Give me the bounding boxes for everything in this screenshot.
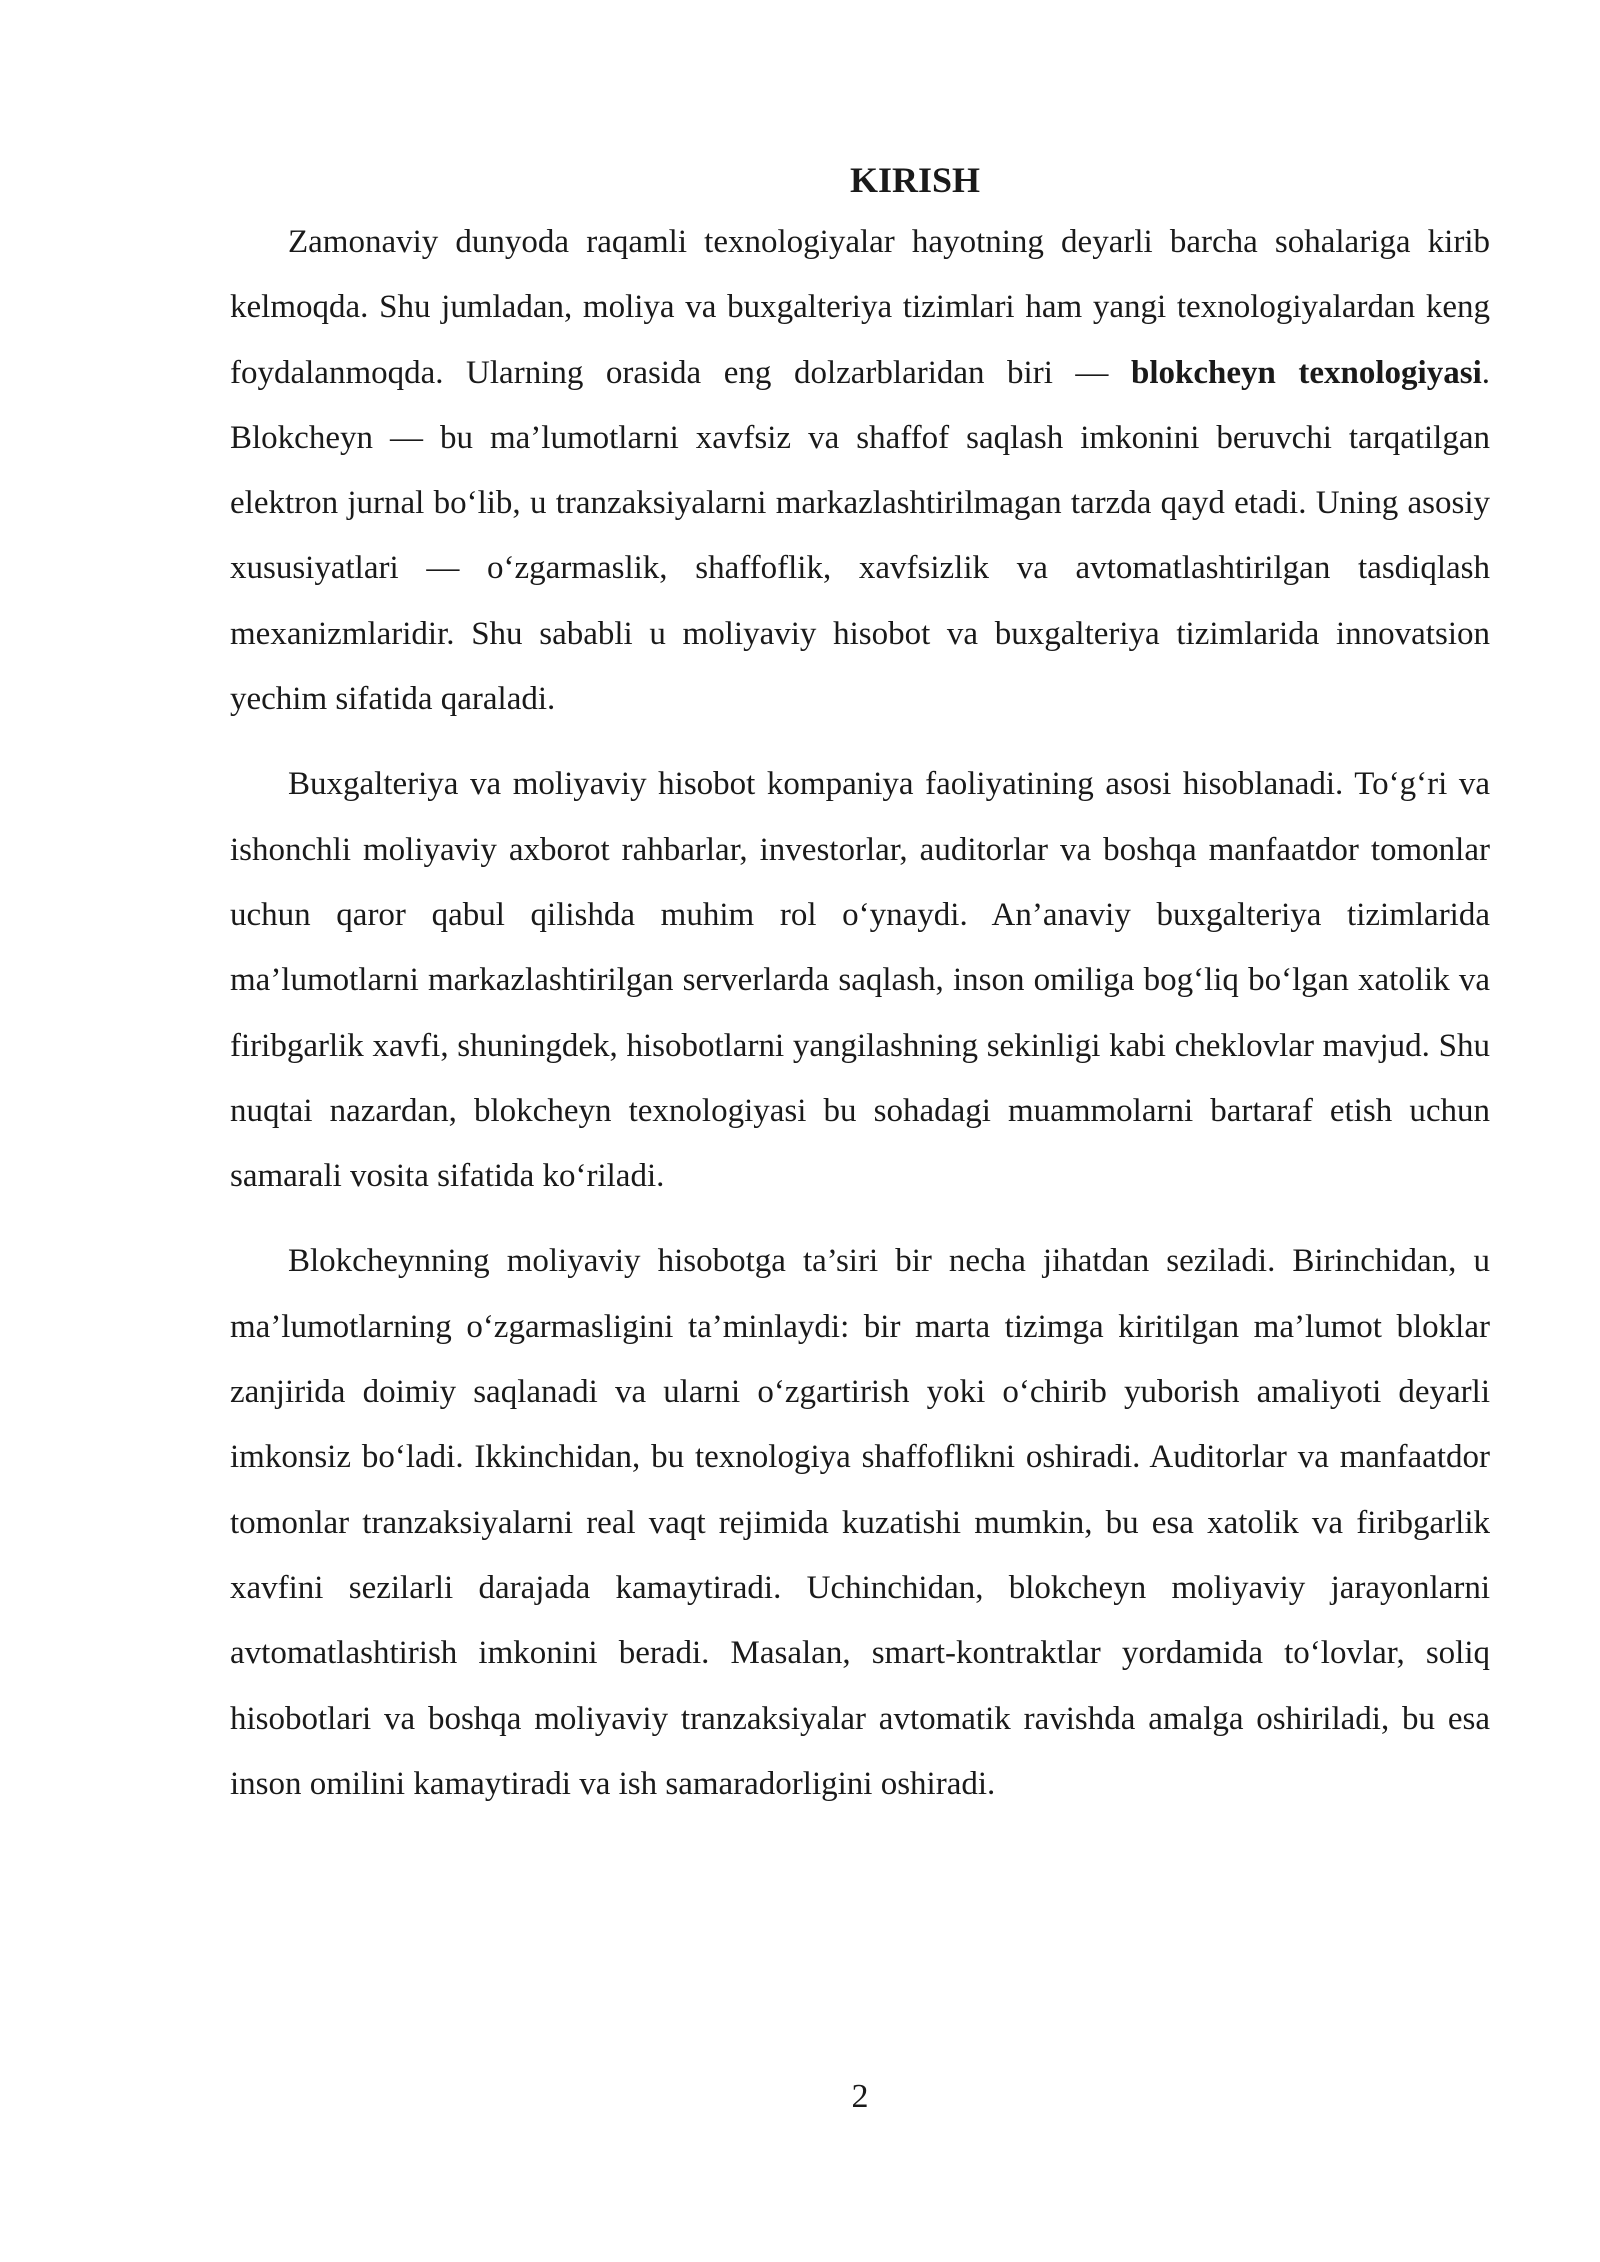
paragraph-intro-text-2: . Blokcheyn — bu ma’lumotlarni xavfsiz va shaffof saqlash imkonini beruvchi tarqatilgan elektron jurnal bo‘lib, u tranzaksiyalarni markazlashtirilmagan tarzda qayd etadi. Uning asosiy xususiyatlari — o‘zgarmaslik, shaffoflik, xavfsizlik va avtomatlashtirilgan tasdiqlash mexanizmlaridir. Shu sababli u moliyaviy hisobot va buxgalteriya tizimlarida innovatsion yechim sifatida qaraladi. (230, 354, 1490, 718)
bold-term: blokcheyn texnologiyasi (1130, 354, 1482, 391)
paragraph-accounting: Buxgalteriya va moliyaviy hisobot kompaniya faoliyatining asosi hisoblanadi. To‘g‘ri va ishonchli moliyaviy axborot rahbarlar, investorlar, auditorlar va boshqa manfaatdor tomonlar uchun qaror qabul qilishda muhim rol o‘ynaydi. An’anaviy buxgalteriya tizimlarida ma’lumotlarni markazlashtirilgan serverlarda saqlash, inson omiliga bog‘liq bo‘lgan xatolik va firibgarlik xavfi, shuningdek, hisobotlarni yangilashning sekinligi kabi cheklovlar mavjud. Shu nuqtai nazardan, blokcheyn texnologiyasi bu sohadagi muammolarni bartaraf etish uchun samarali vosita sifatida ko‘riladi. (230, 766, 1490, 1195)
section-title: KIRISH (849, 160, 981, 200)
document-page (230, 150, 1490, 1817)
paragraph-impact: Blokcheynning moliyaviy hisobotga ta’siri bir necha jihatdan seziladi. Birinchidan, u ma’lumotlarning o‘zgarmasligini ta’minlaydi: bir marta tizimga kiritilgan ma’lumot bloklar zanjirida doimiy saqlanadi va ularni o‘zgartirish yoki o‘chirib yuborish amaliyoti deyarli imkonsiz bo‘ladi. Ikkinchidan, bu texnologiya shaffoflikni oshiradi. Auditorlar va manfaatdor tomonlar tranzaksiyalarni real vaqt rejimida kuzatishi mumkin, bu esa xatolik va firibgarlik xavfini sezilarli darajada kamaytiradi. Uchinchidan, blokcheyn moliyaviy jarayonlarni avtomatlashtirish imkonini beradi. Masalan, smart-kontraktlar yordamida to‘lovlar, soliq hisobotlari va boshqa moliyaviy tranzaksiyalar avtomatik ravishda amalga oshiriladi, bu esa inson omilini kamaytiradi va ish samaradorligini oshiradi. (230, 1243, 1490, 1802)
paragraph-intro (230, 210, 1490, 732)
paragraph-intro-text-1: Zamonaviy dunyoda raqamli texnologiyalar hayotning deyarli barcha sohalariga kirib kelmoqda. Shu jumladan, moliya va buxgalteriya tizimlari ham yangi texnologiyalardan keng foydalanmoqda. Ularning orasida eng dolzarblaridan biri — (230, 224, 1490, 391)
page-number: 2 (851, 2078, 869, 2115)
